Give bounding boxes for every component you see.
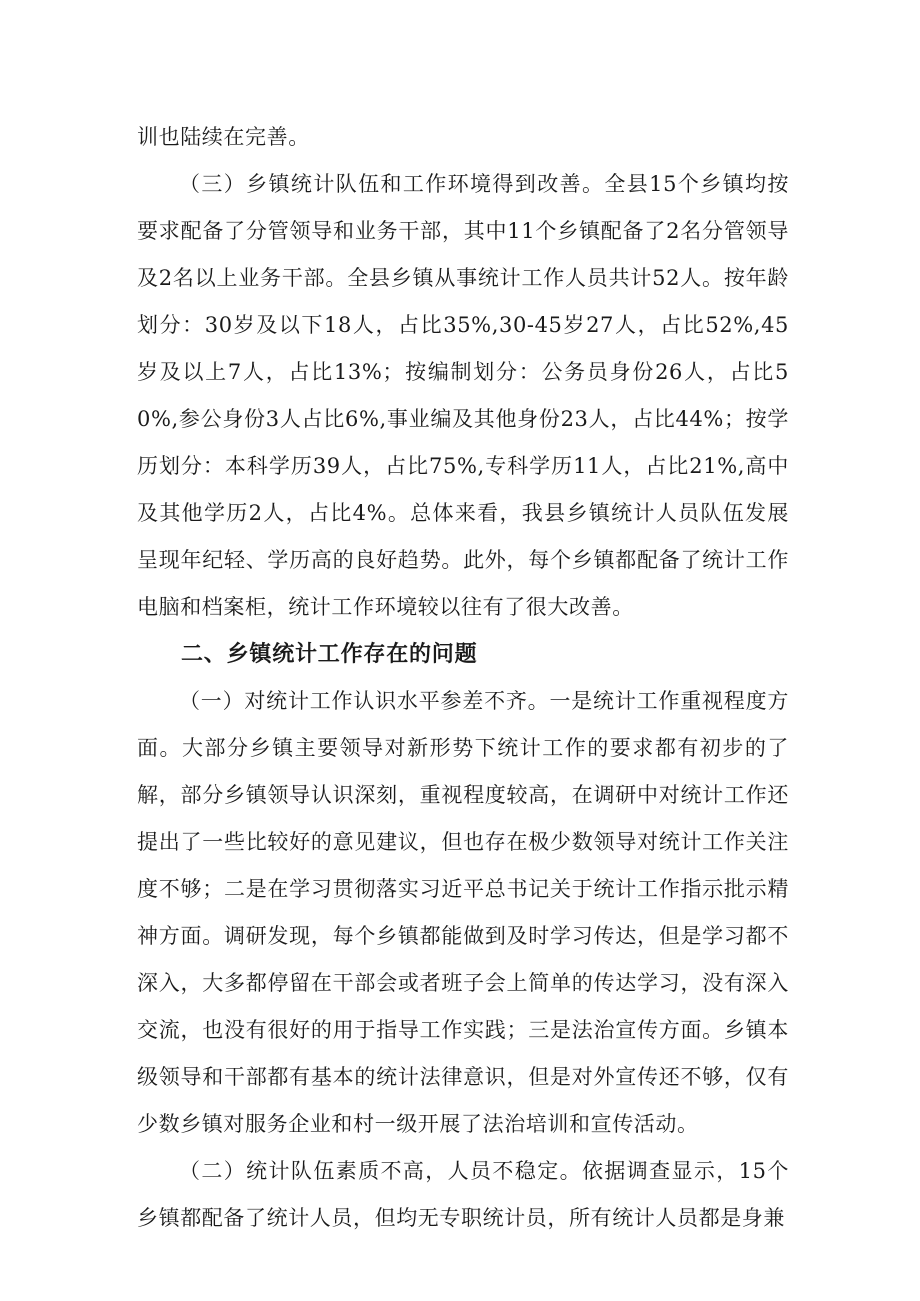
document-body xyxy=(137,114,789,1242)
paragraph-team-environment: （三）乡镇统计队伍和工作环境得到改善。全县15个乡镇均按要求配备了分管领导和业务干部，其中11个乡镇配备了2名分管领导及2名以上业务干部。全县乡镇从事统计工作人员共计52人。按年龄划分：30岁及以下18人，占比35%,30-45岁27人，占比52%,45岁及以上7人，占比13%；按编制划分：公务员身份26人，占比50%,参公身份3人占比6%,事业编及其他身份23人，占比44%；按学历划分：本科学历39人，占比75%,专科学历11人，占比21%,高中及其他学历2人，占比4%。总体来看，我县乡镇统计人员队伍发展呈现年纪轻、学历高的良好趋势。此外，每个乡镇都配备了统计工作电脑和档案柜，统计工作环境较以往有了很大改善。 xyxy=(137,172,789,619)
section-heading-problems: 二、乡镇统计工作存在的问题 xyxy=(181,642,478,667)
paragraph-issue-staff-quality: （二）统计队伍素质不高，人员不稳定。依据调查显示，15个乡镇都配备了统计人员，但均无专职统计员，所有统计人员都是身兼 xyxy=(137,1159,789,1230)
paragraph-issue-awareness: （一）对统计工作认识水平参差不齐。一是统计工作重视程度方面。大部分乡镇主要领导对新形势下统计工作的要求都有初步的了解，部分乡镇领导认识深刻，重视程度较高，在调研中对统计工作还提出了一些比较好的意见建议，但也存在极少数领导对统计工作关注度不够；二是在学习贯彻落实习近平总书记关于统计工作指示批示精神方面。调研发现，每个乡镇都能做到及时学习传达，但是学习都不深入，大多都停留在干部会或者班子会上简单的传达学习，没有深入交流，也没有很好的用于指导工作实践；三是法治宣传方面。乡镇本级领导和干部都有基本的统计法律意识，但是对外宣传还不够，仅有少数乡镇对服务企业和村一级开展了法治培训和宣传活动。 xyxy=(137,689,789,1136)
paragraph-continued: 训也陆续在完善。 xyxy=(137,125,310,149)
